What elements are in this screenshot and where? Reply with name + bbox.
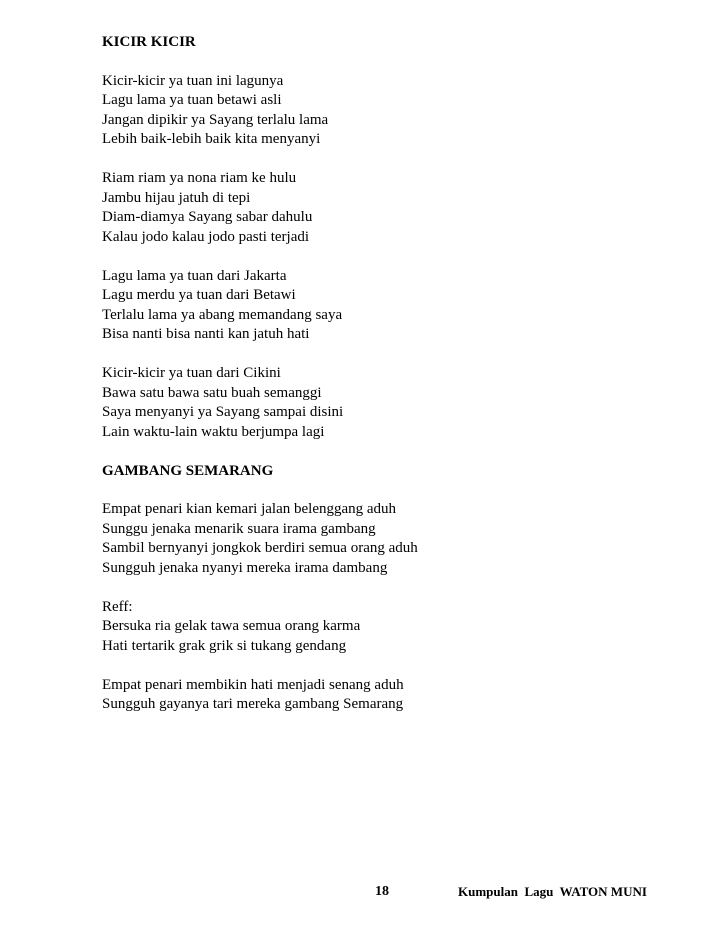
lyric-line: Bisa nanti bisa nanti kan jatuh hati bbox=[102, 326, 310, 342]
lyric-line: Lagu lama ya tuan dari Jakarta bbox=[102, 267, 287, 284]
stanza bbox=[102, 364, 662, 442]
lyric-line: Jangan dipikir ya Sayang terlalu lama bbox=[102, 111, 329, 128]
stanza bbox=[102, 598, 662, 657]
lyric-line: Hati tertarik grak grik si tukang gendang bbox=[102, 637, 347, 654]
lyric-line: Saya menyanyi ya Sayang sampai disini bbox=[102, 404, 344, 420]
lyric-line: Riam riam ya nona riam ke hulu bbox=[102, 170, 297, 186]
lyric-line: Bersuka ria gelak tawa semua orang karma bbox=[102, 618, 361, 634]
song-title: GAMBANG SEMARANG bbox=[102, 462, 274, 479]
lyric-line: Sambil bernyanyi jongkok berdiri semua orang aduh bbox=[102, 540, 418, 556]
page-footer bbox=[0, 883, 728, 903]
lyric-line: Kicir-kicir ya tuan dari Cikini bbox=[102, 365, 281, 381]
lyrics-page bbox=[102, 33, 662, 715]
stanza bbox=[102, 500, 662, 578]
lyric-line: Sungguh jenaka nyanyi mereka irama dambang bbox=[102, 559, 388, 576]
lyric-line: Sungguh gayanya tari mereka gambang Semarang bbox=[102, 696, 404, 712]
lyric-line: Lebih baik-lebih baik kita menyanyi bbox=[102, 131, 321, 147]
lyric-line: Kalau jodo kalau jodo pasti terjadi bbox=[102, 228, 310, 245]
lyric-line: Kicir-kicir ya tuan ini lagunya bbox=[102, 72, 284, 89]
refrain-label: Reff: bbox=[102, 598, 133, 615]
lyric-line: Lagu lama ya tuan betawi asli bbox=[102, 92, 282, 108]
lyric-line: Bawa satu bawa satu buah semanggi bbox=[102, 384, 322, 401]
lyric-line: Lain waktu-lain waktu berjumpa lagi bbox=[102, 423, 325, 440]
lyric-line: Jambu hijau jatuh di tepi bbox=[102, 189, 251, 206]
stanza bbox=[102, 267, 662, 345]
song bbox=[102, 33, 662, 462]
lyric-line: Sunggu jenaka menarik suara irama gambang bbox=[102, 520, 376, 537]
book-title: Kumpulan Lagu WATON MUNI bbox=[458, 884, 647, 899]
stanza bbox=[102, 676, 662, 715]
song bbox=[102, 462, 662, 715]
stanza bbox=[102, 72, 662, 150]
stanza bbox=[102, 169, 662, 247]
page-number: 18 bbox=[375, 884, 389, 899]
lyric-line: Diam-diamya Sayang sabar dahulu bbox=[102, 209, 313, 225]
song-title: KICIR KICIR bbox=[102, 34, 196, 50]
lyric-line: Lagu merdu ya tuan dari Betawi bbox=[102, 287, 296, 303]
lyric-line: Terlalu lama ya abang memandang saya bbox=[102, 306, 343, 323]
lyric-line: Empat penari membikin hati menjadi senang aduh bbox=[102, 676, 404, 693]
lyric-line: Empat penari kian kemari jalan belenggang aduh bbox=[102, 501, 397, 517]
